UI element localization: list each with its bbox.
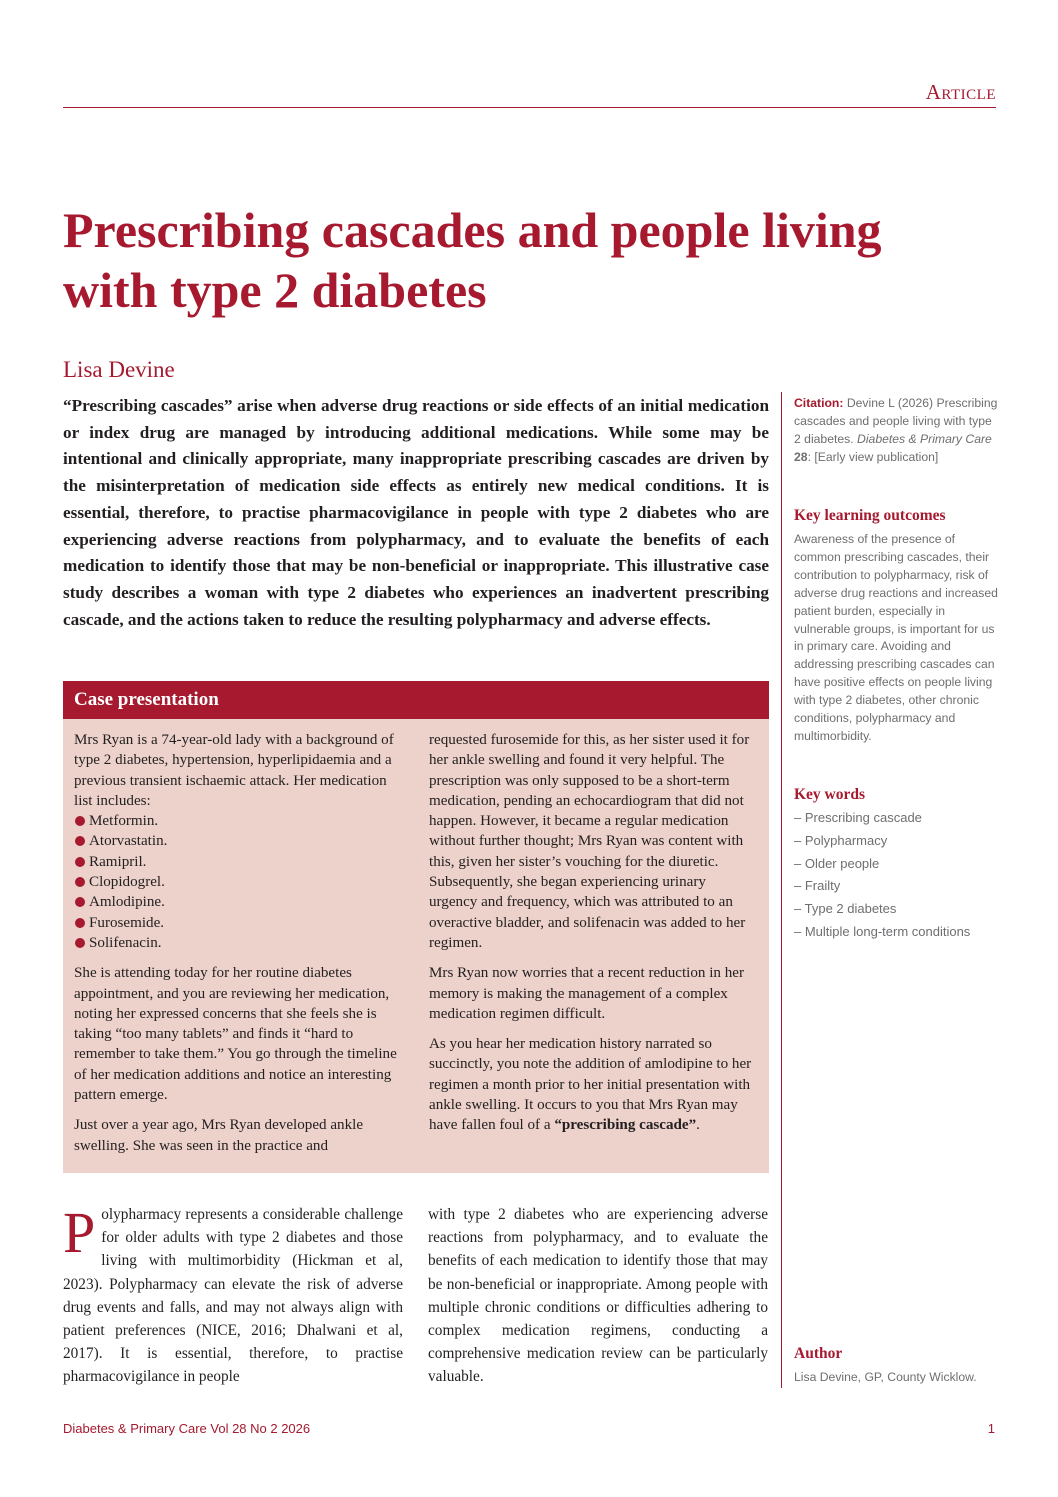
author-name: Lisa Devine: [63, 357, 175, 382]
article-title: Prescribing cascades and people living with type 2 diabetes: [63, 202, 882, 318]
drop-cap: P: [63, 1200, 96, 1265]
klo-heading: Key learning outcomes: [794, 507, 946, 524]
citation-journal: Diabetes & Primary Care: [857, 431, 992, 446]
klo-text: Awareness of the presence of common prescribing cascades, their contribution to polypharmacy, risk of adverse drug reactions and increased patient burden, especially in vulnerable groups, is important for us in primary care. Avoiding and addressing prescribing cascades can have positive effects on people living with type 2 diabetes, other chronic conditions, polypharmacy and multimorbidity.: [794, 532, 998, 743]
medication-item: Ramipril.: [74, 852, 402, 872]
case-para6-text: As you hear her medication history narrated so succinctly, you note the addition of amlodipine to her regimen a month prior to her initial presentation with ankle swelling. It occurs to you that Mrs Ryan may have fallen foul of a: [429, 1036, 752, 1134]
medication-item: Atorvastatin.: [74, 831, 402, 851]
keyword-item: – Polypharmacy: [794, 830, 999, 853]
medication-item: Metformin.: [74, 811, 402, 831]
medication-item: Solifenacin.: [74, 933, 402, 953]
citation-label: Citation:: [794, 396, 844, 410]
case-heading: Case presentation: [63, 681, 769, 719]
footer-journal: Diabetes & Primary Care Vol 28 No 2 2026: [63, 1421, 311, 1436]
prescribing-cascade-emphasis: “prescribing cascade”: [554, 1117, 697, 1134]
keyword-item: – Type 2 diabetes: [794, 898, 999, 921]
citation: [794, 395, 999, 467]
keyword-item: – Older people: [794, 853, 999, 876]
case-column-right: [429, 730, 757, 1146]
case-column-left: [74, 730, 402, 1166]
author-heading: Author: [794, 1345, 843, 1362]
case-paragraph: Mrs Ryan now worries that a recent reduction in her memory is making the management of a complex medication regimen difficult.: [429, 965, 745, 1022]
citation-volume: 28: [794, 449, 808, 464]
keyword-item: – Frailty: [794, 875, 999, 898]
section-label: Article: [925, 80, 996, 104]
case-paragraph: She is attending today for her routine diabetes appointment, and you are reviewing her medication, noting her expressed concerns that she feels she is taking “too many tablets” and finds it “hard to remember to take them.” You go through the timeline of her medication additions and notice an interesting pattern emerge.: [74, 965, 397, 1104]
medication-item: Clopidogrel.: [74, 872, 402, 892]
keyword-item: – Prescribing cascade: [794, 807, 999, 830]
keyword-item: – Multiple long-term conditions: [794, 921, 999, 944]
abstract: “Prescribing cascades” arise when adverse drug reactions or side effects of an initial medication or index drug are managed by introducing additional medications. While some may be intentional and clinically appropriate, many inappropriate prescribing cascades are driven by the misinterpretation of medication side effects as entirely new medical conditions. It is essential, therefore, to practise pharmacovigilance in people with type 2 diabetes who are experiencing adverse reactions from polypharmacy, and to evaluate the benefits of each medication to identify those that may be non-beneficial or inappropriate. This illustrative case study describes a woman with type 2 diabetes who experiences an inadvertent prescribing cascade, and the actions taken to reduce the resulting polypharmacy and adverse effects.: [63, 396, 769, 629]
keywords-heading: Key words: [794, 786, 866, 803]
case-intro: Mrs Ryan is a 74-year-old lady with a background of type 2 diabetes, hypertension, hyperlipidaemia and a previous transient ischaemic attack. Her medication list includes:: [74, 732, 394, 809]
body-column-right: with type 2 diabetes who are experiencing adverse reactions from polypharmacy, and to evaluate the benefits of each medication to identify those that may be non-beneficial or inappropriate. Among people with multiple chronic conditions or difficulties adhering to complex medication regimens, conducting a comprehensive medication review can be particularly valuable.: [428, 1206, 768, 1386]
case-paragraph: Just over a year ago, Mrs Ryan developed ankle swelling. She was seen in the practice and: [74, 1117, 364, 1154]
citation-suffix: : [Early view publication]: [807, 449, 939, 464]
citation-text: Devine L (2026) Prescribing cascades and people living with type 2 diabetes.: [794, 396, 998, 446]
body-column-left: [63, 1200, 403, 1389]
case-paragraph: [429, 1034, 757, 1135]
page-number: 1: [987, 1421, 995, 1436]
sidebar-divider: [781, 392, 782, 1388]
body-text: olypharmacy represents a considerable challenge for older adults with type 2 diabetes and those living with multimorbidity (Hickman et al, 2023). Polypharmacy can elevate the risk of adverse drug events and falls, and may not always align with patient preferences (NICE, 2016; Dhalwani et al, 2017). It is essential, therefore, to practise pharmacovigilance in people: [63, 1206, 403, 1386]
case-paragraph: requested furosemide for this, as her sister used it for her ankle swelling and found it very helpful. The prescription was only supposed to be a short-term medication, pending an echocardiogram that did not happen. However, it became a regular medication without further thought; Mrs Ryan was content with this, given her sister’s vouching for the diuretic. Subsequently, she began experiencing urinary urgency and frequency, which was attributed to an overactive bladder, and solifenacin was added to her regimen.: [429, 732, 750, 951]
header-rule: [63, 107, 996, 108]
medication-item: Furosemide.: [74, 913, 402, 933]
case-para6-end: .: [696, 1117, 700, 1134]
medication-item: Amlodipine.: [74, 892, 402, 912]
keywords: [794, 807, 999, 944]
medication-list: [74, 811, 402, 953]
author-affiliation: Lisa Devine, GP, County Wicklow.: [794, 1370, 977, 1384]
